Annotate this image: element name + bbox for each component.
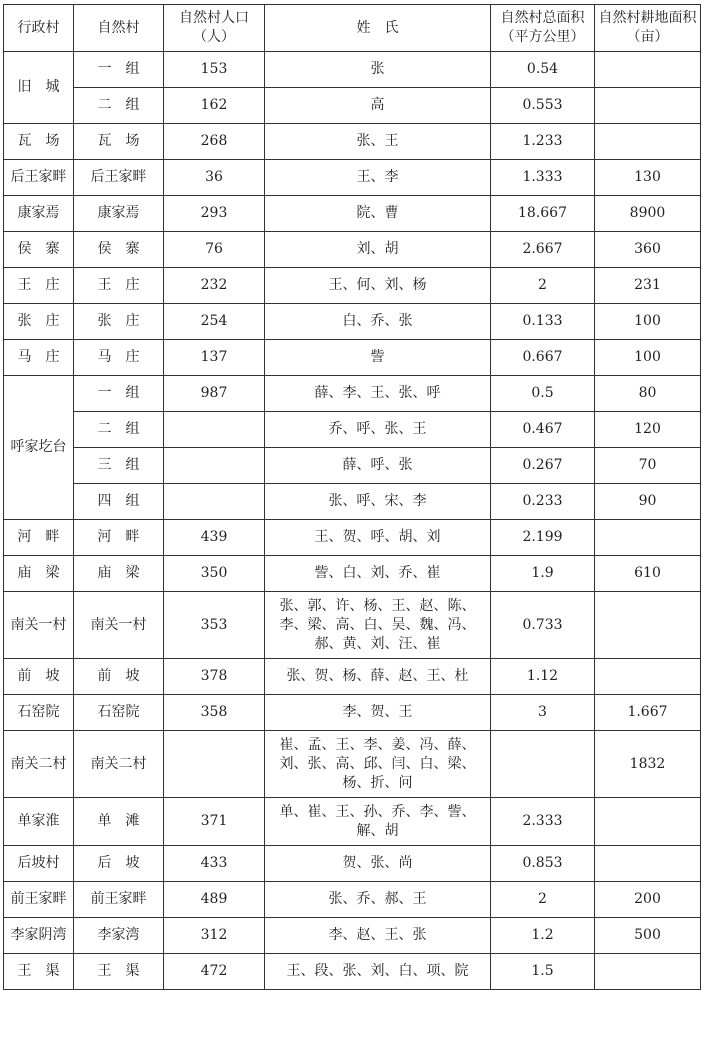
population-cell: 76 xyxy=(164,232,265,268)
population-cell: 137 xyxy=(164,340,265,376)
population-cell: 162 xyxy=(164,88,265,124)
admin-village-cell: 后王家畔 xyxy=(4,160,74,196)
population-cell xyxy=(164,412,265,448)
surnames-cell: 张、王 xyxy=(265,124,491,160)
natural-village-cell: 后王家畔 xyxy=(74,160,164,196)
farmland-cell: 90 xyxy=(595,484,701,520)
table-row xyxy=(4,695,701,731)
area-cell: 3 xyxy=(491,695,595,731)
farmland-cell: 1.667 xyxy=(595,695,701,731)
surnames-cell: 王、贺、呼、胡、刘 xyxy=(265,520,491,556)
farmland-cell: 360 xyxy=(595,232,701,268)
table-row xyxy=(4,52,701,88)
admin-village-cell: 王 渠 xyxy=(4,954,74,990)
farmland-cell xyxy=(595,846,701,882)
farmland-cell: 100 xyxy=(595,340,701,376)
area-cell: 0.733 xyxy=(491,592,595,659)
header-admin-village: 行政村 xyxy=(4,5,74,52)
surnames-cell: 崔、孟、王、李、姜、冯、薛、刘、张、高、邱、闫、白、梁、杨、折、问 xyxy=(265,731,491,798)
area-cell: 2.199 xyxy=(491,520,595,556)
area-cell: 1.12 xyxy=(491,659,595,695)
natural-village-cell: 庙 梁 xyxy=(74,556,164,592)
table-row xyxy=(4,448,701,484)
farmland-cell: 231 xyxy=(595,268,701,304)
surnames-cell: 李、赵、王、张 xyxy=(265,918,491,954)
farmland-cell: 130 xyxy=(595,160,701,196)
population-cell xyxy=(164,484,265,520)
farmland-cell: 100 xyxy=(595,304,701,340)
table-row xyxy=(4,88,701,124)
natural-village-cell: 王 渠 xyxy=(74,954,164,990)
area-cell: 0.5 xyxy=(491,376,595,412)
farmland-cell xyxy=(595,520,701,556)
surnames-cell: 张 xyxy=(265,52,491,88)
admin-village-cell: 南关一村 xyxy=(4,592,74,659)
population-cell: 472 xyxy=(164,954,265,990)
area-cell: 2 xyxy=(491,268,595,304)
header-total-area: 自然村总面积（平方公里） xyxy=(491,5,595,52)
natural-village-cell: 二 组 xyxy=(74,88,164,124)
farmland-cell xyxy=(595,52,701,88)
population-cell xyxy=(164,731,265,798)
natural-village-cell: 石窑院 xyxy=(74,695,164,731)
population-cell: 268 xyxy=(164,124,265,160)
farmland-cell xyxy=(595,124,701,160)
farmland-cell: 500 xyxy=(595,918,701,954)
surnames-cell: 张、乔、郝、王 xyxy=(265,882,491,918)
farmland-cell: 200 xyxy=(595,882,701,918)
natural-village-cell: 前 坡 xyxy=(74,659,164,695)
population-cell: 353 xyxy=(164,592,265,659)
area-cell: 0.267 xyxy=(491,448,595,484)
population-cell: 433 xyxy=(164,846,265,882)
population-cell: 358 xyxy=(164,695,265,731)
farmland-cell xyxy=(595,659,701,695)
table-row xyxy=(4,160,701,196)
natural-village-cell: 张 庄 xyxy=(74,304,164,340)
area-cell: 0.133 xyxy=(491,304,595,340)
admin-village-cell: 前 坡 xyxy=(4,659,74,695)
surnames-cell: 刘、胡 xyxy=(265,232,491,268)
area-cell: 1.5 xyxy=(491,954,595,990)
surnames-cell: 单、崔、王、孙、乔、李、訾、解、胡 xyxy=(265,798,491,846)
area-cell: 18.667 xyxy=(491,196,595,232)
surnames-cell: 薛、李、王、张、呼 xyxy=(265,376,491,412)
area-cell: 1.233 xyxy=(491,124,595,160)
area-cell: 0.853 xyxy=(491,846,595,882)
admin-village-cell: 庙 梁 xyxy=(4,556,74,592)
table-row xyxy=(4,232,701,268)
farmland-cell: 120 xyxy=(595,412,701,448)
natural-village-cell: 二 组 xyxy=(74,412,164,448)
table-row xyxy=(4,954,701,990)
population-cell: 293 xyxy=(164,196,265,232)
table-row xyxy=(4,731,701,798)
admin-village-cell: 马 庄 xyxy=(4,340,74,376)
area-cell xyxy=(491,731,595,798)
table-row xyxy=(4,376,701,412)
header-natural-village: 自然村 xyxy=(74,5,164,52)
table-row xyxy=(4,520,701,556)
population-cell: 987 xyxy=(164,376,265,412)
farmland-cell xyxy=(595,954,701,990)
farmland-cell xyxy=(595,592,701,659)
farmland-cell: 8900 xyxy=(595,196,701,232)
area-cell: 2.667 xyxy=(491,232,595,268)
surnames-cell: 王、何、刘、杨 xyxy=(265,268,491,304)
table-row xyxy=(4,268,701,304)
surnames-cell: 乔、呼、张、王 xyxy=(265,412,491,448)
admin-village-cell: 王 庄 xyxy=(4,268,74,304)
table-row xyxy=(4,846,701,882)
admin-village-cell: 呼家圪台 xyxy=(4,376,74,520)
admin-village-cell: 张 庄 xyxy=(4,304,74,340)
admin-village-cell: 李家阴湾 xyxy=(4,918,74,954)
population-cell xyxy=(164,448,265,484)
area-cell: 1.9 xyxy=(491,556,595,592)
farmland-cell xyxy=(595,88,701,124)
farmland-cell: 610 xyxy=(595,556,701,592)
surnames-cell: 院、曹 xyxy=(265,196,491,232)
admin-village-cell: 单家淮 xyxy=(4,798,74,846)
table-row xyxy=(4,484,701,520)
natural-village-cell: 四 组 xyxy=(74,484,164,520)
village-table xyxy=(3,4,701,990)
admin-village-cell: 瓦 场 xyxy=(4,124,74,160)
area-cell: 1.2 xyxy=(491,918,595,954)
admin-village-cell: 前王家畔 xyxy=(4,882,74,918)
admin-village-cell: 侯 寨 xyxy=(4,232,74,268)
header-surnames: 姓 氏 xyxy=(265,5,491,52)
farmland-cell: 80 xyxy=(595,376,701,412)
population-cell: 254 xyxy=(164,304,265,340)
population-cell: 489 xyxy=(164,882,265,918)
surnames-cell: 高 xyxy=(265,88,491,124)
natural-village-cell: 前王家畔 xyxy=(74,882,164,918)
table-row xyxy=(4,918,701,954)
table-row xyxy=(4,304,701,340)
table-row xyxy=(4,340,701,376)
natural-village-cell: 马 庄 xyxy=(74,340,164,376)
natural-village-cell: 一 组 xyxy=(74,376,164,412)
table-row xyxy=(4,412,701,448)
area-cell: 0.233 xyxy=(491,484,595,520)
area-cell: 0.54 xyxy=(491,52,595,88)
table-row xyxy=(4,592,701,659)
surnames-cell: 白、乔、张 xyxy=(265,304,491,340)
farmland-cell xyxy=(595,798,701,846)
population-cell: 232 xyxy=(164,268,265,304)
surnames-cell: 张、贺、杨、薛、赵、王、杜 xyxy=(265,659,491,695)
admin-village-cell: 旧 城 xyxy=(4,52,74,124)
table-row xyxy=(4,659,701,695)
header-farmland: 自然村耕地面积（亩） xyxy=(595,5,701,52)
population-cell: 153 xyxy=(164,52,265,88)
population-cell: 350 xyxy=(164,556,265,592)
table-row xyxy=(4,124,701,160)
surnames-cell: 薛、呼、张 xyxy=(265,448,491,484)
surnames-cell: 訾、白、刘、乔、崔 xyxy=(265,556,491,592)
farmland-cell: 70 xyxy=(595,448,701,484)
area-cell: 0.667 xyxy=(491,340,595,376)
surnames-cell: 王、段、张、刘、白、项、院 xyxy=(265,954,491,990)
population-cell: 312 xyxy=(164,918,265,954)
area-cell: 2.333 xyxy=(491,798,595,846)
area-cell: 1.333 xyxy=(491,160,595,196)
area-cell: 2 xyxy=(491,882,595,918)
natural-village-cell: 三 组 xyxy=(74,448,164,484)
natural-village-cell: 侯 寨 xyxy=(74,232,164,268)
admin-village-cell: 河 畔 xyxy=(4,520,74,556)
table-row xyxy=(4,798,701,846)
population-cell: 378 xyxy=(164,659,265,695)
admin-village-cell: 南关二村 xyxy=(4,731,74,798)
surnames-cell: 张、呼、宋、李 xyxy=(265,484,491,520)
natural-village-cell: 南关一村 xyxy=(74,592,164,659)
natural-village-cell: 南关二村 xyxy=(74,731,164,798)
farmland-cell: 1832 xyxy=(595,731,701,798)
natural-village-cell: 瓦 场 xyxy=(74,124,164,160)
header-row xyxy=(4,5,701,52)
area-cell: 0.467 xyxy=(491,412,595,448)
population-cell: 36 xyxy=(164,160,265,196)
natural-village-cell: 一 组 xyxy=(74,52,164,88)
surnames-cell: 李、贺、王 xyxy=(265,695,491,731)
table-row xyxy=(4,882,701,918)
natural-village-cell: 康家焉 xyxy=(74,196,164,232)
natural-village-cell: 单 滩 xyxy=(74,798,164,846)
natural-village-cell: 后 坡 xyxy=(74,846,164,882)
admin-village-cell: 后坡村 xyxy=(4,846,74,882)
natural-village-cell: 王 庄 xyxy=(74,268,164,304)
admin-village-cell: 康家焉 xyxy=(4,196,74,232)
table-row xyxy=(4,196,701,232)
admin-village-cell: 石窑院 xyxy=(4,695,74,731)
surnames-cell: 张、郭、许、杨、王、赵、陈、李、梁、高、白、吴、魏、冯、郝、黄、刘、汪、崔 xyxy=(265,592,491,659)
area-cell: 0.553 xyxy=(491,88,595,124)
surnames-cell: 贺、张、尚 xyxy=(265,846,491,882)
surnames-cell: 訾 xyxy=(265,340,491,376)
population-cell: 439 xyxy=(164,520,265,556)
header-population: 自然村人口（人） xyxy=(164,5,265,52)
surnames-cell: 王、李 xyxy=(265,160,491,196)
population-cell: 371 xyxy=(164,798,265,846)
table-row xyxy=(4,556,701,592)
natural-village-cell: 河 畔 xyxy=(74,520,164,556)
natural-village-cell: 李家湾 xyxy=(74,918,164,954)
